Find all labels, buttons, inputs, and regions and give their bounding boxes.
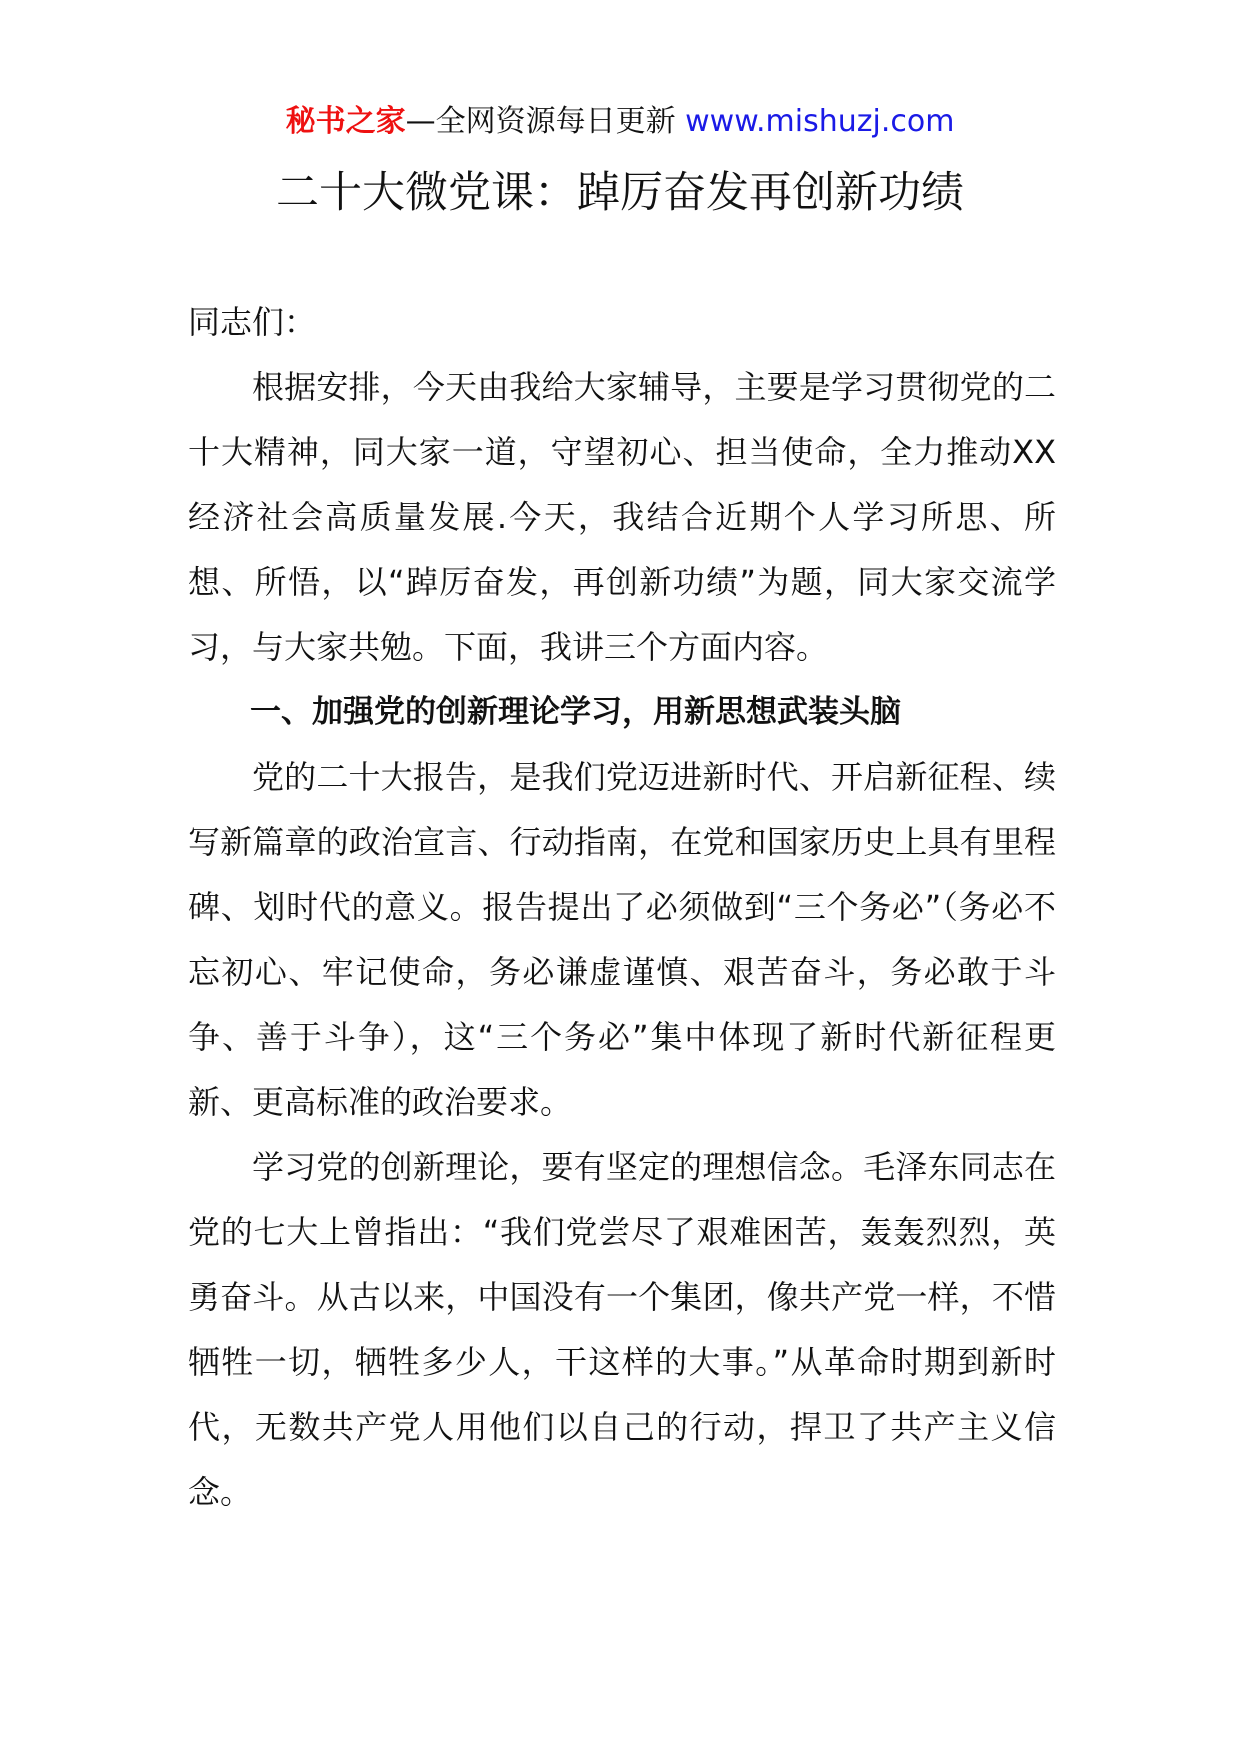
site-url-link[interactable]: www.mishuzj.com [685, 104, 955, 139]
brand-name: 秘书之家 [285, 104, 406, 139]
theory-paragraph: 学习党的创新理论，要有坚定的理想信念。毛泽东同志在党的七大上曾指出：“我们党尝尽了艰难困苦，轰轰烈烈，英勇奋斗。从古以来，中国没有一个集团，像共产党一样，不惜牺牲一切，牺牲多少人，干这样的大事。”从革命时期到新时代，无数共产党人用他们以自己的行动，捍卫了共产主义信念。 [188, 1148, 1056, 1511]
site-tagline: —全网资源每日更新 [405, 104, 676, 139]
site-header [0, 102, 1240, 142]
salutation: 同志们： [188, 303, 317, 341]
document-title: 二十大微党课：踔厉奋发再创新功绩 [276, 168, 964, 218]
section-heading-1: 一、加强党的创新理论学习，用新思想武装头脑 [250, 694, 901, 730]
report-paragraph: 党的二十大报告，是我们党迈进新时代、开启新征程、续写新篇章的政治宣言、行动指南，在党和国家历史上具有里程碑、划时代的意义。报告提出了必须做到“三个务必”（务必不忘初心、牢记使命，务必谦虚谨慎、艰苦奋斗，务必敢于斗争、善于斗争），这“三个务必”集中体现了新时代新征程更新、更高标准的政治要求。 [188, 758, 1056, 1121]
document-body [188, 290, 1056, 1525]
intro-paragraph: 根据安排，今天由我给大家辅导，主要是学习贯彻党的二十大精神，同大家一道，守望初心、担当使命，全力推动XX经济社会高质量发展.今天，我结合近期个人学习所思、所想、所悟，以“踔厉奋发，再创新功绩”为题，同大家交流学习，与大家共勉。下面，我讲三个方面内容。 [188, 368, 1056, 666]
